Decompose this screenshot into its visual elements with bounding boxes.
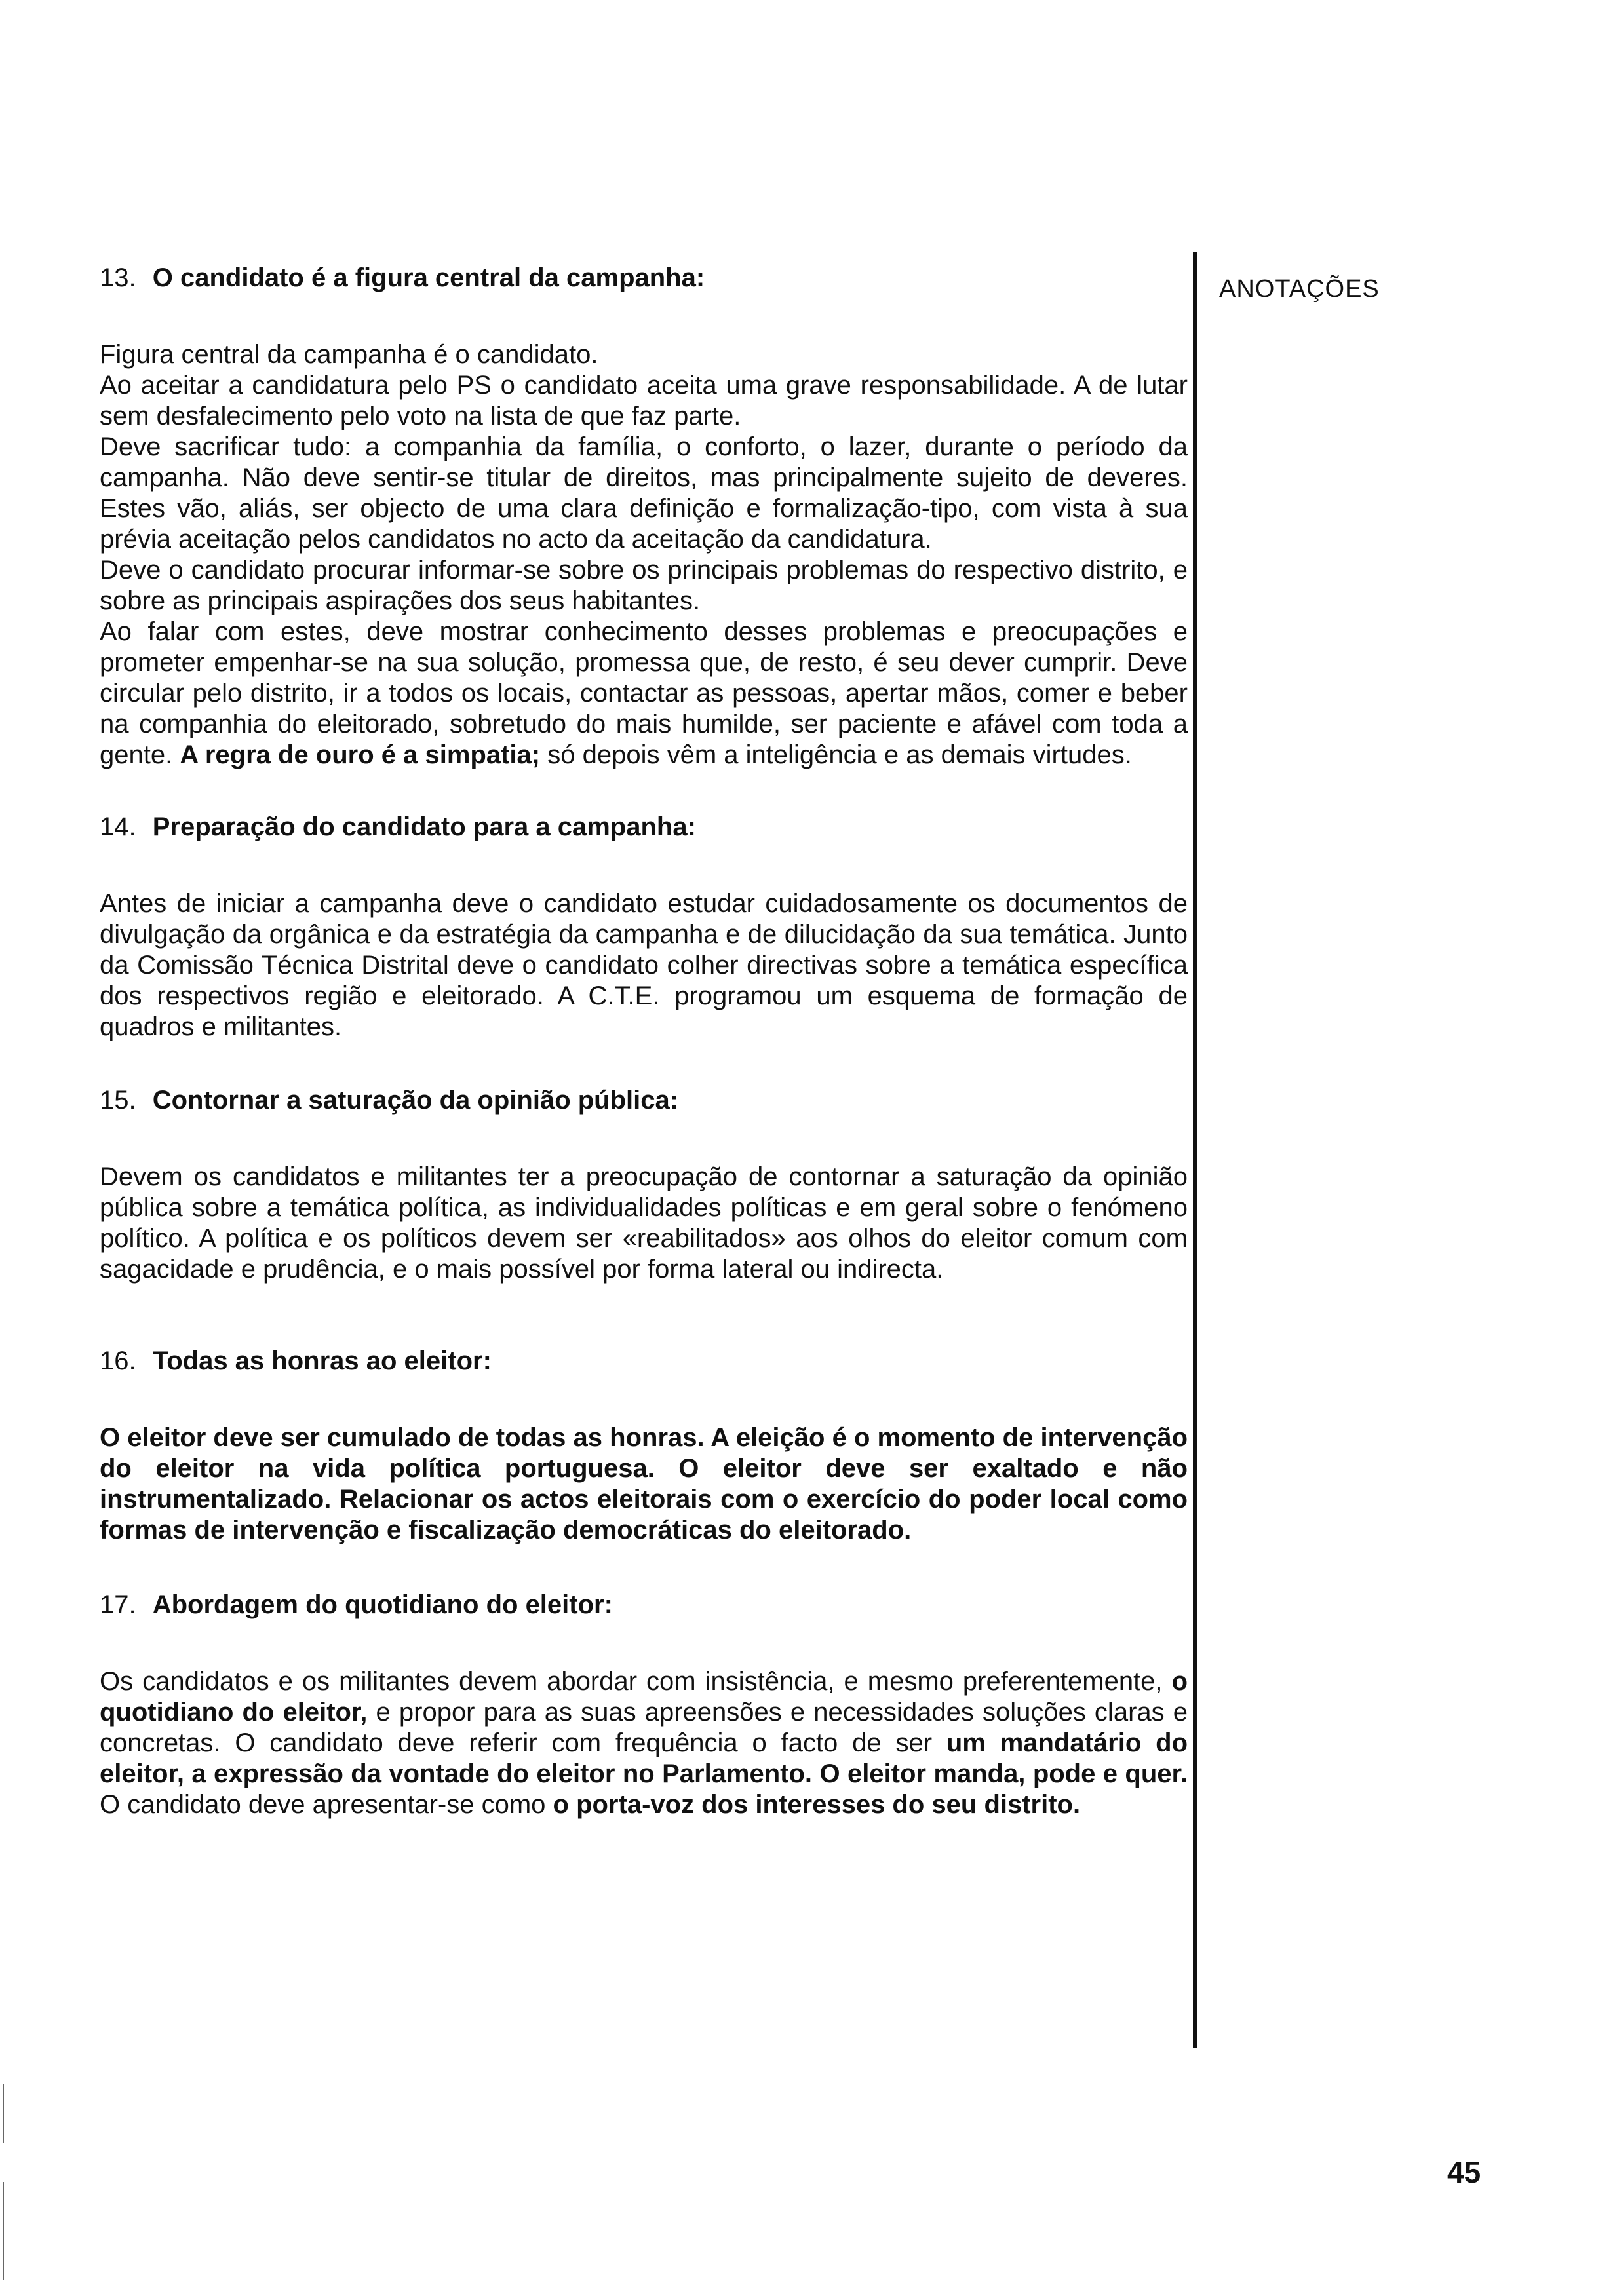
section-number: 16. bbox=[100, 1347, 136, 1375]
text-run: Deve sacrificar tudo: a companhia da família, o conforto, o lazer, durante o período da campanha. Não deve sentir-se titular de direitos, mas principalmente sujeito de deveres. Estes vão, aliás, ser objecto de uma clara definição e formalização-tipo, com vista à sua prévia aceitação pelos candidatos no acto da aceitação da candidatura. bbox=[100, 432, 1188, 554]
section-title: Preparação do candidato para a campanha: bbox=[152, 813, 696, 841]
section-17 bbox=[100, 1589, 1188, 1820]
text-run: só depois vêm a inteligência e as demais virtudes. bbox=[540, 740, 1132, 769]
bold-text-run: o quotidiano do eleitor, bbox=[100, 1667, 1188, 1727]
paragraph bbox=[100, 432, 1188, 555]
section-title: Contornar a saturação da opinião pública: bbox=[152, 1086, 679, 1115]
section-heading bbox=[100, 1345, 1188, 1377]
text-run: Antes de iniciar a campanha deve o candidato estudar cuidadosamente os documentos de divulgação da orgânica e da estratégia da campanha e de dilucidação da sua temática. Junto da Comissão Técnica Distrital deve o candidato colher directivas sobre a temática específica dos respectivos região e eleitorado. A C.T.E. programou um esquema de formação de quadros e militantes. bbox=[100, 889, 1188, 1041]
text-run: Figura central da campanha é o candidato. bbox=[100, 340, 598, 369]
text-run: Deve o candidato procurar informar-se sobre os principais problemas do respectivo distrito, e sobre as principais aspirações dos seus habitantes. bbox=[100, 556, 1188, 615]
paragraph bbox=[100, 555, 1188, 617]
annotations-label: ANOTAÇÕES bbox=[1219, 275, 1380, 303]
section-13 bbox=[100, 262, 1188, 771]
paragraph bbox=[100, 1162, 1188, 1285]
section-heading bbox=[100, 262, 1188, 294]
scan-edge-mark bbox=[3, 2182, 4, 2280]
section-number: 14. bbox=[100, 813, 136, 841]
bold-text-run: O eleitor deve ser cumulado de todas as honras. A eleição é o momento de intervenção do eleitor na vida política portuguesa. O eleitor deve ser exaltado e não instrumentalizado. Relacionar os actos eleitorais com o exercício do poder local como formas de intervenção e fiscalização democráticas do eleitorado. bbox=[100, 1423, 1188, 1544]
text-run: Ao aceitar a candidatura pelo PS o candidato aceita uma grave responsabilidade. A de lutar sem desfalecimento pelo voto na lista de que faz parte. bbox=[100, 371, 1188, 430]
section-number: 15. bbox=[100, 1086, 136, 1115]
text-run: e propor para as suas apreensões e necessidades soluções claras e concretas. O candidato deve referir com frequência o facto de ser bbox=[100, 1698, 1188, 1757]
section-heading bbox=[100, 1084, 1188, 1116]
section-number: 17. bbox=[100, 1590, 136, 1619]
annotations-divider bbox=[1193, 252, 1197, 2048]
paragraph bbox=[100, 370, 1188, 432]
section-title: Abordagem do quotidiano do eleitor: bbox=[152, 1590, 613, 1619]
bold-text-run: o porta-voz dos interesses do seu distrito. bbox=[553, 1790, 1081, 1819]
bold-text-run: A regra de ouro é a simpatia; bbox=[180, 740, 541, 769]
paragraph bbox=[100, 1423, 1188, 1546]
paragraph bbox=[100, 339, 1188, 370]
page-number: 45 bbox=[1447, 2155, 1481, 2189]
section-heading bbox=[100, 811, 1188, 843]
text-run: O candidato deve apresentar-se como bbox=[100, 1790, 553, 1819]
paragraph bbox=[100, 1666, 1188, 1820]
text-run: Os candidatos e os militantes devem abordar com insistência, e mesmo preferentemente, bbox=[100, 1667, 1172, 1696]
section-14 bbox=[100, 811, 1188, 1043]
section-15 bbox=[100, 1084, 1188, 1285]
scan-edge-mark bbox=[3, 2084, 4, 2143]
paragraph bbox=[100, 617, 1188, 771]
section-number: 13. bbox=[100, 263, 136, 292]
paragraph bbox=[100, 889, 1188, 1043]
text-run: Devem os candidatos e militantes ter a preocupação de contornar a saturação da opinião pública sobre a temática política, as individualidades políticas e em geral sobre o fenómeno político. A política e os políticos devem ser «reabilitados» aos olhos do eleitor comum com sagacidade e prudência, e o mais possível por forma lateral ou indirecta. bbox=[100, 1162, 1188, 1284]
section-title: Todas as honras ao eleitor: bbox=[152, 1347, 492, 1375]
bold-text-run: um mandatário do eleitor, a expressão da vontade do eleitor no Parlamento. O eleitor manda, pode e quer. bbox=[100, 1729, 1188, 1788]
main-content bbox=[100, 262, 1188, 1820]
text-run: Ao falar com estes, deve mostrar conhecimento desses problemas e preocupações e prometer empenhar-se na sua solução, promessa que, de resto, é seu dever cumprir. Deve circular pelo distrito, ir a todos os locais, contactar as pessoas, apertar mãos, comer e beber na companhia do eleitorado, sobretudo do mais humilde, ser paciente e afável com toda a gente. bbox=[100, 617, 1188, 769]
section-title: O candidato é a figura central da campanha: bbox=[152, 263, 705, 292]
section-16 bbox=[100, 1345, 1188, 1546]
section-heading bbox=[100, 1589, 1188, 1620]
